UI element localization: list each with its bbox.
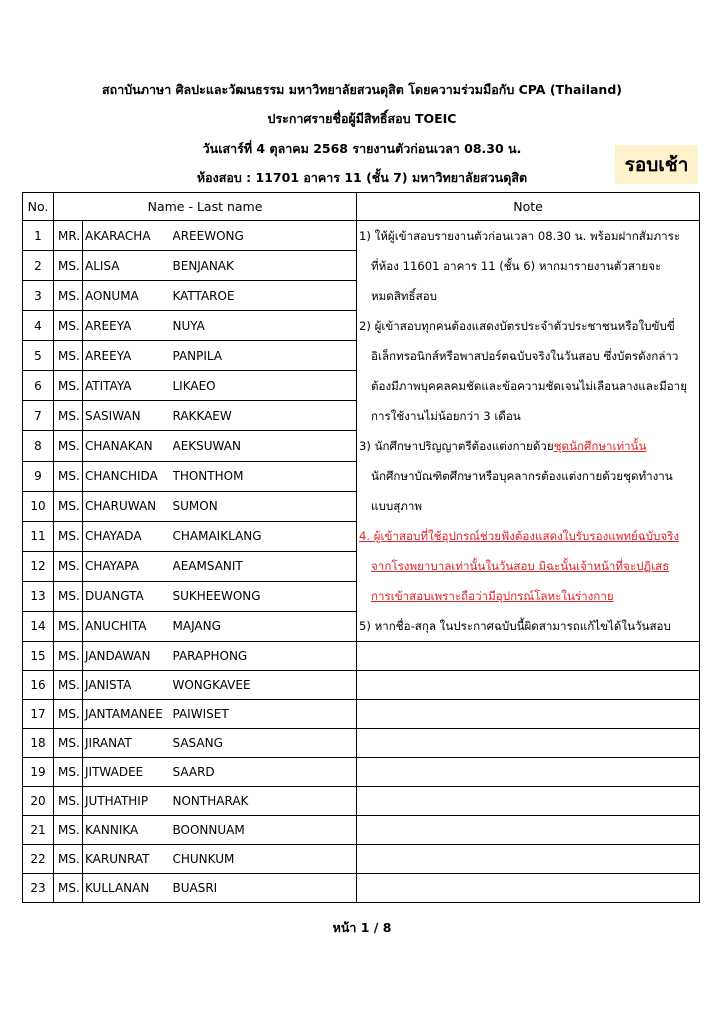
row-title: MS.: [54, 845, 83, 874]
row-first-name: CHAYADA: [83, 521, 173, 551]
row-title: MS.: [54, 642, 83, 671]
row-last-name: SAARD: [173, 758, 357, 787]
row-title: MS.: [54, 281, 83, 311]
row-first-name: JANDAWAN: [83, 642, 173, 671]
header-note: Note: [357, 193, 700, 221]
row-last-name: WONGKAVEE: [173, 671, 357, 700]
notes-cell: [357, 221, 700, 642]
row-first-name: AREEYA: [83, 311, 173, 341]
exam-room-line: ห้องสอบ : 11701 อาคาร 11 (ชั้น 7) มหาวิทยาลัยสวนดุสิต: [196, 170, 528, 185]
row-number: 9: [23, 461, 54, 491]
row-number: 10: [23, 491, 54, 521]
row-last-name: PANPILA: [173, 341, 357, 371]
row-title: MS.: [54, 431, 83, 461]
row-title: MS.: [54, 401, 83, 431]
row-title: MS.: [54, 671, 83, 700]
row-first-name: CHAYAPA: [83, 551, 173, 581]
row-last-name: NUYA: [173, 311, 357, 341]
header-name: Name - Last name: [54, 193, 357, 221]
table-row: [23, 700, 700, 729]
row-title: MS.: [54, 611, 83, 641]
row-title: MS.: [54, 341, 83, 371]
row-last-name: CHAMAIKLANG: [173, 521, 357, 551]
empty-note-cell: [357, 816, 700, 845]
row-title: MS.: [54, 816, 83, 845]
row-number: 5: [23, 341, 54, 371]
row-number: 3: [23, 281, 54, 311]
row-number: 16: [23, 671, 54, 700]
row-first-name: ANUCHITA: [83, 611, 173, 641]
table-header-row: [23, 193, 700, 221]
row-title: MS.: [54, 581, 83, 611]
table-row: [23, 671, 700, 700]
note-4-line-2: จากโรงพยาบาลเท่านั้นในวันสอบ มิฉะนั้นเจ้าหน้าที่จะปฏิเสธ: [371, 559, 670, 573]
row-first-name: SASIWAN: [83, 401, 173, 431]
row-number: 13: [23, 581, 54, 611]
row-number: 17: [23, 700, 54, 729]
row-number: 15: [23, 642, 54, 671]
row-first-name: KULLANAN: [83, 874, 173, 903]
note-3-line-2: นักศึกษาบัณฑิตศึกษาหรือบุคลากรต้องแต่งกายด้วยชุดทำงาน: [371, 469, 673, 483]
row-last-name: MAJANG: [173, 611, 357, 641]
row-last-name: KATTAROE: [173, 281, 357, 311]
row-number: 14: [23, 611, 54, 641]
exam-date-line: วันเสาร์ที่ 4 ตุลาคม 2568 รายงานตัวก่อนเวลา 08.30 น.: [202, 141, 522, 156]
row-first-name: CHANAKAN: [83, 431, 173, 461]
table-row: [23, 221, 700, 251]
row-last-name: THONTHOM: [173, 461, 357, 491]
row-number: 20: [23, 787, 54, 816]
row-number: 6: [23, 371, 54, 401]
row-first-name: CHARUWAN: [83, 491, 173, 521]
note-3-line-3: แบบสุภาพ: [371, 499, 423, 513]
row-first-name: ATITAYA: [83, 371, 173, 401]
row-number: 12: [23, 551, 54, 581]
table-row: [23, 729, 700, 758]
empty-note-cell: [357, 787, 700, 816]
empty-note-cell: [357, 758, 700, 787]
note-1-line-3: หมดสิทธิ์สอบ: [371, 289, 438, 303]
row-last-name: PARAPHONG: [173, 642, 357, 671]
note-4-line-3: การเข้าสอบเพราะถือว่ามีอุปกรณ์โลหะในร่างกาย: [371, 589, 614, 603]
row-number: 1: [23, 221, 54, 251]
row-number: 21: [23, 816, 54, 845]
row-last-name: AEKSUWAN: [173, 431, 357, 461]
row-title: MS.: [54, 787, 83, 816]
row-last-name: BUASRI: [173, 874, 357, 903]
candidate-table: [22, 192, 700, 903]
note-4-line-1: 4. ผู้เข้าสอบที่ใช้อุปกรณ์ช่วยฟังต้องแสดงใบรับรองแพทย์ฉบับจริง: [359, 529, 680, 543]
row-number: 18: [23, 729, 54, 758]
row-first-name: KARUNRAT: [83, 845, 173, 874]
row-first-name: AONUMA: [83, 281, 173, 311]
row-title: MS.: [54, 758, 83, 787]
note-2-line-3: ต้องมีภาพบุคคลคมชัดและข้อความชัดเจนไม่เลือนลางและมีอายุ: [371, 379, 687, 393]
row-first-name: JANISTA: [83, 671, 173, 700]
row-last-name: BENJANAK: [173, 251, 357, 281]
row-title: MS.: [54, 371, 83, 401]
row-last-name: SASANG: [173, 729, 357, 758]
page-number: หน้า 1 / 8: [332, 920, 392, 935]
row-title: MR.: [54, 221, 83, 251]
row-number: 2: [23, 251, 54, 281]
note-2-line-2: อิเล็กทรอนิกส์หรือพาสปอร์ตฉบับจริงในวันสอบ ซึ่งบัตรดังกล่าว: [371, 349, 679, 363]
empty-note-cell: [357, 845, 700, 874]
row-first-name: AKARACHA: [83, 221, 173, 251]
table-row: [23, 816, 700, 845]
institute-title: สถาบันภาษา ศิลปะและวัฒนธรรม มหาวิทยาลัยสวนดุสิต โดยความร่วมมือกับ CPA (Thailand): [102, 82, 622, 97]
row-last-name: CHUNKUM: [173, 845, 357, 874]
note-5-line-1: 5) หากชื่อ-สกุล ในประกาศฉบับนี้ผิดสามารถแก้ไขได้ในวันสอบ: [359, 619, 671, 633]
note-2-line-4: การใช้งานไม่น้อยกว่า 3 เดือน: [371, 409, 521, 423]
row-number: 8: [23, 431, 54, 461]
session-badge: รอบเช้า: [615, 145, 698, 184]
row-first-name: KANNIKA: [83, 816, 173, 845]
table-row: [23, 642, 700, 671]
row-first-name: ALISA: [83, 251, 173, 281]
table-row: [23, 845, 700, 874]
row-number: 19: [23, 758, 54, 787]
note-1-line-2: ที่ห้อง 11601 อาคาร 11 (ชั้น 6) หากมารายงานตัวสายจะ: [371, 259, 662, 273]
row-title: MS.: [54, 729, 83, 758]
row-first-name: CHANCHIDA: [83, 461, 173, 491]
row-number: 22: [23, 845, 54, 874]
row-last-name: RAKKAEW: [173, 401, 357, 431]
empty-note-cell: [357, 729, 700, 758]
row-title: MS.: [54, 491, 83, 521]
row-last-name: BOONNUAM: [173, 816, 357, 845]
note-3-line-1: [357, 431, 699, 461]
row-number: 4: [23, 311, 54, 341]
table-row: [23, 758, 700, 787]
row-last-name: AEAMSANIT: [173, 551, 357, 581]
row-first-name: JIRANAT: [83, 729, 173, 758]
row-last-name: SUMON: [173, 491, 357, 521]
row-last-name: PAIWISET: [173, 700, 357, 729]
row-number: 7: [23, 401, 54, 431]
row-title: MS.: [54, 551, 83, 581]
row-number: 11: [23, 521, 54, 551]
note-3-text: 3) นักศึกษาปริญญาตรีต้องแต่งกายด้วย: [359, 439, 554, 453]
note-3-uniform-emphasis: ชุดนักศึกษาเท่านั้น: [553, 439, 647, 453]
table-row: [23, 874, 700, 903]
empty-note-cell: [357, 874, 700, 903]
row-title: MS.: [54, 251, 83, 281]
row-title: MS.: [54, 461, 83, 491]
row-title: MS.: [54, 311, 83, 341]
row-last-name: AREEWONG: [173, 221, 357, 251]
row-title: MS.: [54, 521, 83, 551]
row-first-name: JITWADEE: [83, 758, 173, 787]
row-title: MS.: [54, 700, 83, 729]
header-no: No.: [23, 193, 54, 221]
note-2-line-1: 2) ผู้เข้าสอบทุกคนต้องแสดงบัตรประจำตัวประชาชนหรือใบขับขี่: [359, 319, 675, 333]
row-first-name: DUANGTA: [83, 581, 173, 611]
row-last-name: NONTHARAK: [173, 787, 357, 816]
table-row: [23, 787, 700, 816]
row-title: MS.: [54, 874, 83, 903]
row-number: 23: [23, 874, 54, 903]
note-1-line-1: 1) ให้ผู้เข้าสอบรายงานตัวก่อนเวลา 08.30 น. พร้อมฝากสัมภาระ: [359, 229, 681, 243]
row-first-name: JANTAMANEE: [83, 700, 173, 729]
row-first-name: AREEYA: [83, 341, 173, 371]
row-first-name: JUTHATHIP: [83, 787, 173, 816]
empty-note-cell: [357, 642, 700, 671]
announcement-title: ประกาศรายชื่อผู้มีสิทธิ์สอบ TOEIC: [267, 111, 457, 126]
empty-note-cell: [357, 671, 700, 700]
row-last-name: LIKAEO: [173, 371, 357, 401]
empty-note-cell: [357, 700, 700, 729]
table-body: [23, 221, 700, 903]
row-last-name: SUKHEEWONG: [173, 581, 357, 611]
